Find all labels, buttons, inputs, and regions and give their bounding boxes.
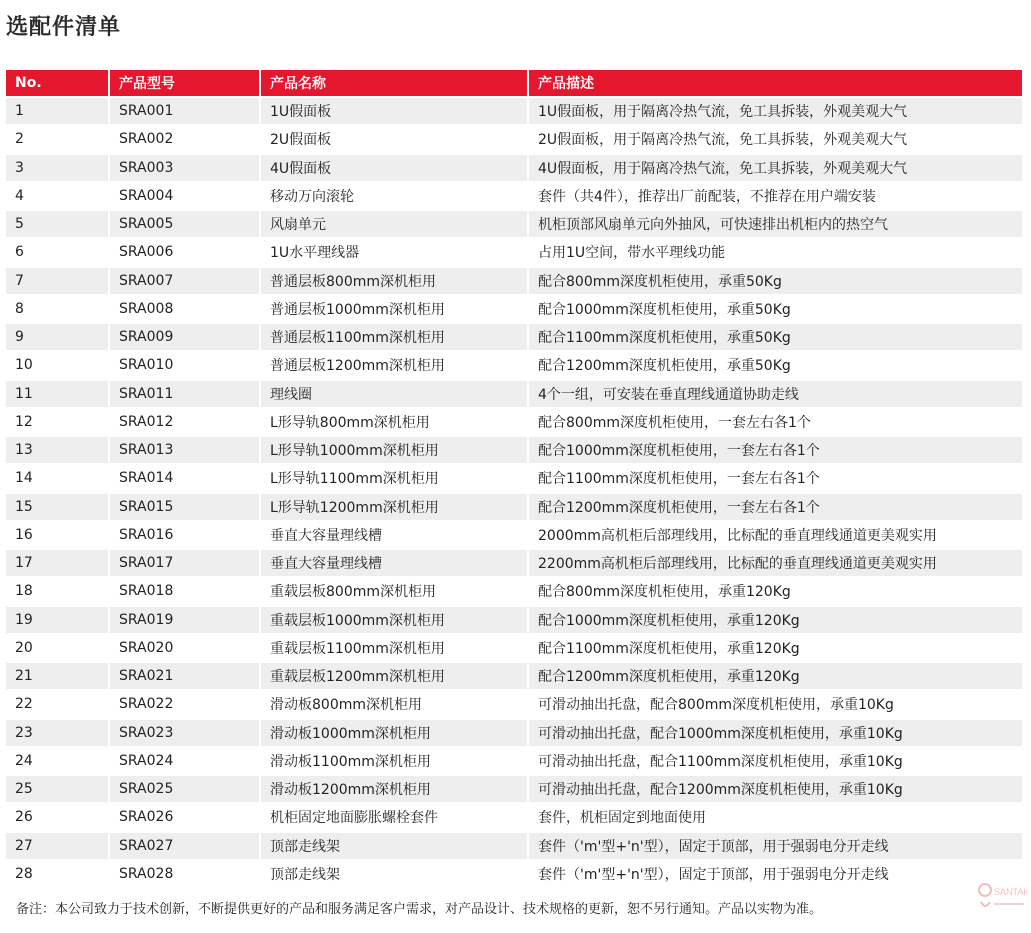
cell-no: 15 — [6, 493, 109, 521]
cell-model: SRA022 — [109, 690, 260, 718]
cell-desc: 4个一组，可安装在垂直理线通道协助走线 — [528, 380, 1022, 408]
cell-name: 2U假面板 — [260, 125, 528, 153]
cell-name: 滑动板1100mm深机柜用 — [260, 747, 528, 775]
cell-model: SRA012 — [109, 408, 260, 436]
table-row — [6, 860, 1022, 887]
cell-model: SRA011 — [109, 380, 260, 408]
cell-name: L形导轨1000mm深机柜用 — [260, 436, 528, 464]
cell-no: 10 — [6, 351, 109, 379]
cell-desc: 2200mm高机柜后部理线用，比标配的垂直理线通道更美观实用 — [528, 549, 1022, 577]
cell-model: SRA028 — [109, 860, 260, 887]
cell-name: 普通层板1100mm深机柜用 — [260, 323, 528, 351]
header-desc: 产品描述 — [528, 70, 1022, 97]
cell-no: 3 — [6, 154, 109, 182]
cell-name: 重载层板800mm深机柜用 — [260, 577, 528, 605]
cell-model: SRA013 — [109, 436, 260, 464]
cell-no: 6 — [6, 238, 109, 266]
cell-model: SRA002 — [109, 125, 260, 153]
cell-desc: 套件（共4件），推荐出厂前配装，不推荐在用户端安装 — [528, 182, 1022, 210]
cell-desc: 配合1200mm深度机柜使用，一套左右各1个 — [528, 493, 1022, 521]
cell-name: L形导轨1200mm深机柜用 — [260, 493, 528, 521]
cell-name: 理线圈 — [260, 380, 528, 408]
cell-model: SRA016 — [109, 521, 260, 549]
cell-desc: 套件，机柜固定到地面使用 — [528, 803, 1022, 831]
cell-desc: 配合800mm深度机柜使用，承重50Kg — [528, 267, 1022, 295]
cell-desc: 配合1100mm深度机柜使用，承重50Kg — [528, 323, 1022, 351]
cell-desc: 可滑动抽出托盘，配合1000mm深度机柜使用，承重10Kg — [528, 719, 1022, 747]
cell-no: 17 — [6, 549, 109, 577]
cell-no: 19 — [6, 606, 109, 634]
cell-desc: 可滑动抽出托盘，配合800mm深度机柜使用，承重10Kg — [528, 690, 1022, 718]
accessory-table — [6, 70, 1022, 887]
cell-desc: 配合800mm深度机柜使用，承重120Kg — [528, 577, 1022, 605]
cell-no: 23 — [6, 719, 109, 747]
cell-model: SRA001 — [109, 97, 260, 125]
cell-name: 顶部走线架 — [260, 860, 528, 887]
cell-no: 8 — [6, 295, 109, 323]
table-row — [6, 634, 1022, 662]
cell-no: 12 — [6, 408, 109, 436]
cell-no: 24 — [6, 747, 109, 775]
header-no: No. — [6, 70, 109, 97]
cell-name: 普通层板1200mm深机柜用 — [260, 351, 528, 379]
cell-model: SRA015 — [109, 493, 260, 521]
cell-desc: 配合1000mm深度机柜使用，承重50Kg — [528, 295, 1022, 323]
cell-name: 1U水平理线器 — [260, 238, 528, 266]
footnote: 备注：本公司致力于技术创新，不断提供更好的产品和服务满足客户需求，对产品设计、技术规格的更新，恕不另行通知。产品以实物为准。 — [16, 902, 823, 917]
table-row — [6, 662, 1022, 690]
cell-name: 4U假面板 — [260, 154, 528, 182]
cell-model: SRA006 — [109, 238, 260, 266]
cell-no: 14 — [6, 464, 109, 492]
table-row — [6, 238, 1022, 266]
watermark-logo — [976, 880, 1028, 914]
page-title: 选配件清单 — [6, 15, 122, 40]
cell-name: 1U假面板 — [260, 97, 528, 125]
table-row — [6, 408, 1022, 436]
header-model: 产品型号 — [109, 70, 260, 97]
table-row — [6, 380, 1022, 408]
cell-desc: 4U假面板，用于隔离冷热气流，免工具拆装，外观美观大气 — [528, 154, 1022, 182]
cell-model: SRA021 — [109, 662, 260, 690]
brand-logo-icon — [976, 880, 1028, 914]
cell-name: 垂直大容量理线槽 — [260, 521, 528, 549]
cell-model: SRA004 — [109, 182, 260, 210]
cell-desc: 可滑动抽出托盘，配合1100mm深度机柜使用，承重10Kg — [528, 747, 1022, 775]
cell-no: 11 — [6, 380, 109, 408]
table-row — [6, 747, 1022, 775]
cell-desc: 机柜顶部风扇单元向外抽风，可快速排出机柜内的热空气 — [528, 210, 1022, 238]
cell-no: 16 — [6, 521, 109, 549]
cell-desc: 2U假面板，用于隔离冷热气流，免工具拆装，外观美观大气 — [528, 125, 1022, 153]
cell-desc: 配合1000mm深度机柜使用，一套左右各1个 — [528, 436, 1022, 464]
cell-model: SRA018 — [109, 577, 260, 605]
header-name: 产品名称 — [260, 70, 528, 97]
cell-name: 滑动板800mm深机柜用 — [260, 690, 528, 718]
table-row — [6, 690, 1022, 718]
table-row — [6, 125, 1022, 153]
table-row — [6, 295, 1022, 323]
cell-name: 普通层板1000mm深机柜用 — [260, 295, 528, 323]
table-row — [6, 436, 1022, 464]
cell-name: 风扇单元 — [260, 210, 528, 238]
cell-no: 5 — [6, 210, 109, 238]
cell-name: L形导轨1100mm深机柜用 — [260, 464, 528, 492]
table-row — [6, 154, 1022, 182]
table-row — [6, 832, 1022, 860]
cell-no: 20 — [6, 634, 109, 662]
table-row — [6, 521, 1022, 549]
cell-name: 顶部走线架 — [260, 832, 528, 860]
cell-model: SRA009 — [109, 323, 260, 351]
cell-no: 18 — [6, 577, 109, 605]
cell-desc: 配合1100mm深度机柜使用，一套左右各1个 — [528, 464, 1022, 492]
table-row — [6, 267, 1022, 295]
table-row — [6, 549, 1022, 577]
cell-name: 机柜固定地面膨胀螺栓套件 — [260, 803, 528, 831]
table-row — [6, 803, 1022, 831]
cell-model: SRA019 — [109, 606, 260, 634]
cell-desc: 配合1100mm深度机柜使用，承重120Kg — [528, 634, 1022, 662]
cell-model: SRA005 — [109, 210, 260, 238]
cell-model: SRA010 — [109, 351, 260, 379]
cell-no: 1 — [6, 97, 109, 125]
cell-name: 滑动板1200mm深机柜用 — [260, 775, 528, 803]
table-row — [6, 210, 1022, 238]
cell-model: SRA027 — [109, 832, 260, 860]
cell-name: 重载层板1000mm深机柜用 — [260, 606, 528, 634]
table-header-row — [6, 70, 1022, 97]
cell-desc: 配合800mm深度机柜使用，一套左右各1个 — [528, 408, 1022, 436]
cell-model: SRA014 — [109, 464, 260, 492]
cell-model: SRA007 — [109, 267, 260, 295]
cell-name: 滑动板1000mm深机柜用 — [260, 719, 528, 747]
table-row — [6, 606, 1022, 634]
cell-name: L形导轨800mm深机柜用 — [260, 408, 528, 436]
table-row — [6, 775, 1022, 803]
cell-model: SRA020 — [109, 634, 260, 662]
cell-desc: 2000mm高机柜后部理线用，比标配的垂直理线通道更美观实用 — [528, 521, 1022, 549]
cell-no: 2 — [6, 125, 109, 153]
cell-model: SRA008 — [109, 295, 260, 323]
cell-no: 9 — [6, 323, 109, 351]
cell-name: 普通层板800mm深机柜用 — [260, 267, 528, 295]
table-row — [6, 464, 1022, 492]
cell-desc: 配合1000mm深度机柜使用，承重120Kg — [528, 606, 1022, 634]
table-row — [6, 351, 1022, 379]
cell-desc: 占用1U空间，带水平理线功能 — [528, 238, 1022, 266]
cell-model: SRA025 — [109, 775, 260, 803]
cell-desc: 可滑动抽出托盘，配合1200mm深度机柜使用，承重10Kg — [528, 775, 1022, 803]
cell-model: SRA024 — [109, 747, 260, 775]
cell-name: 重载层板1100mm深机柜用 — [260, 634, 528, 662]
cell-model: SRA003 — [109, 154, 260, 182]
cell-name: 重载层板1200mm深机柜用 — [260, 662, 528, 690]
cell-model: SRA026 — [109, 803, 260, 831]
cell-no: 26 — [6, 803, 109, 831]
cell-no: 22 — [6, 690, 109, 718]
cell-model: SRA017 — [109, 549, 260, 577]
cell-no: 21 — [6, 662, 109, 690]
table-row — [6, 493, 1022, 521]
table-row — [6, 97, 1022, 125]
cell-desc: 套件（'m'型+'n'型），固定于顶部，用于强弱电分开走线 — [528, 860, 1022, 887]
cell-no: 13 — [6, 436, 109, 464]
cell-name: 移动万向滚轮 — [260, 182, 528, 210]
cell-desc: 1U假面板，用于隔离冷热气流，免工具拆装，外观美观大气 — [528, 97, 1022, 125]
cell-no: 28 — [6, 860, 109, 887]
cell-name: 垂直大容量理线槽 — [260, 549, 528, 577]
cell-no: 7 — [6, 267, 109, 295]
cell-desc: 配合1200mm深度机柜使用，承重120Kg — [528, 662, 1022, 690]
table-row — [6, 323, 1022, 351]
cell-no: 27 — [6, 832, 109, 860]
cell-desc: 配合1200mm深度机柜使用，承重50Kg — [528, 351, 1022, 379]
table-row — [6, 182, 1022, 210]
watermark-text: SANTAK — [994, 887, 1028, 897]
cell-no: 4 — [6, 182, 109, 210]
cell-desc: 套件（'m'型+'n'型），固定于顶部，用于强弱电分开走线 — [528, 832, 1022, 860]
cell-no: 25 — [6, 775, 109, 803]
cell-model: SRA023 — [109, 719, 260, 747]
table-row — [6, 719, 1022, 747]
table-row — [6, 577, 1022, 605]
